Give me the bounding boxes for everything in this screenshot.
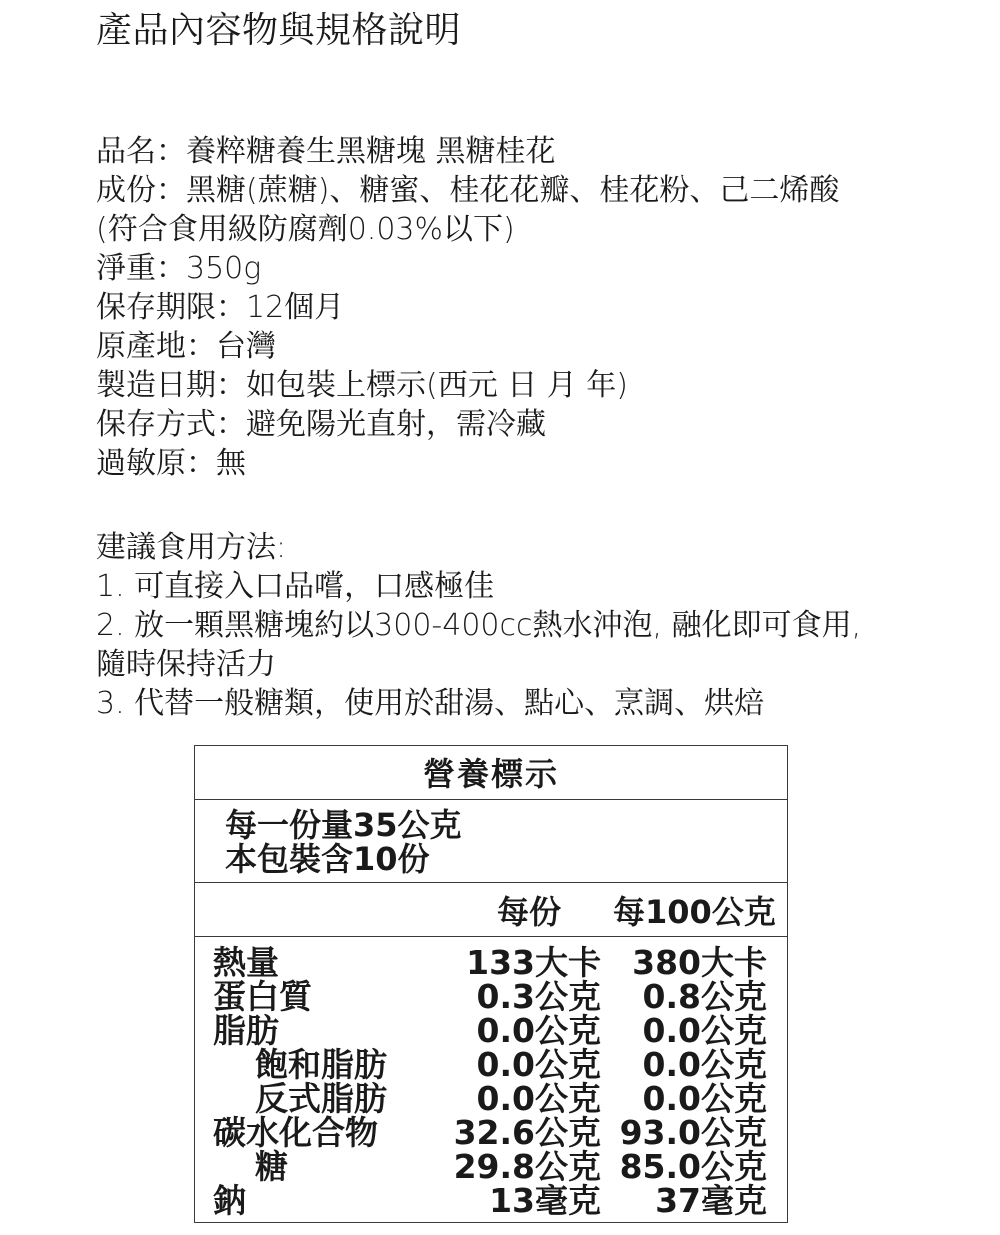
nutrition-row-sugar [195,1147,787,1186]
usage-heading: 建議食用方法: [96,530,287,565]
nutrition-row-fat [195,1011,787,1050]
nutrient-label: 蛋白質 [213,977,312,1016]
nutrient-label: 糖 [255,1147,288,1186]
spec-origin: 原產地：台灣 [96,329,276,364]
usage-section [96,528,976,723]
nutrition-row-carbohydrate [195,1113,787,1152]
spec-storage: 保存方式：避免陽光直射，需冷藏 [96,407,546,442]
spec-shelf-life: 保存期限：12個月 [96,290,345,325]
nutrient-per-100g: 93.0公克 [619,1113,767,1152]
nutrient-per-100g: 380大卡 [632,943,767,982]
nutrient-per-100g: 85.0公克 [619,1147,767,1186]
spec-ingredients: 成份：黑糖(蔗糖)、糖蜜、桂花花瓣、桂花粉、己二烯酸 [96,173,840,208]
usage-item-2-cont: 隨時保持活力 [96,647,276,682]
nutrient-per-100g: 0.0公克 [642,1045,767,1084]
nutrient-label: 熱量 [213,943,279,982]
nutrition-row-saturated-fat [195,1045,787,1084]
spec-list [96,132,976,483]
spec-manufacture-date: 製造日期：如包裝上標示(西元 日 月 年) [96,368,629,403]
nutrient-per-100g: 0.0公克 [642,1011,767,1050]
column-header-per-serving: 每份 [497,893,562,931]
nutrient-label: 碳水化合物 [213,1113,378,1152]
spec-net-weight: 淨重：350g [96,251,262,286]
nutrition-divider [195,882,787,883]
nutrient-per-serving: 0.0公克 [476,1079,601,1118]
spec-allergens: 過敏原：無 [96,446,246,481]
nutrition-row-trans-fat [195,1079,787,1118]
nutrition-row-protein [195,977,787,1016]
nutrition-row-sodium [195,1181,787,1220]
nutrient-per-serving: 13毫克 [489,1181,601,1220]
servings-per-pack: 本包裝含10份 [225,840,430,878]
nutrition-row-energy [195,943,787,982]
nutrient-per-serving: 29.8公克 [453,1147,601,1186]
nutrient-label: 鈉 [213,1181,246,1220]
usage-item-3: 3. 代替一般糖類，使用於甜湯、點心、烹調、烘焙 [96,686,765,721]
nutrient-per-100g: 0.0公克 [642,1079,767,1118]
nutrient-per-100g: 37毫克 [655,1181,767,1220]
nutrient-per-serving: 0.0公克 [476,1045,601,1084]
nutrient-per-serving: 0.0公克 [476,1011,601,1050]
nutrition-title: 營養標示 [422,755,559,793]
spec-preservative-note: (符合食用級防腐劑0.03%以下) [96,212,515,247]
serving-size: 每一份量35公克 [225,806,462,844]
usage-item-2: 2. 放一顆黑糖塊約以300-400cc熱水沖泡, 融化即可食用, [96,608,862,643]
nutrient-label: 飽和脂肪 [255,1045,387,1084]
nutrition-divider [195,799,787,800]
spec-product-name: 品名：養粹糖養生黑糖塊 黑糖桂花 [96,134,556,169]
nutrition-divider [195,936,787,937]
nutrient-per-serving: 133大卡 [466,943,601,982]
nutrition-rows [195,943,787,1220]
usage-item-1: 1. 可直接入口品嚐，口感極佳 [96,569,495,604]
nutrient-label: 反式脂肪 [255,1079,387,1118]
nutrient-per-100g: 0.8公克 [642,977,767,1016]
column-header-per-100g: 每100公克 [613,893,776,931]
nutrient-label: 脂肪 [213,1011,279,1050]
nutrient-per-serving: 0.3公克 [476,977,601,1016]
nutrition-facts-table [194,745,788,1223]
nutrient-per-serving: 32.6公克 [453,1113,601,1152]
page-title: 產品內容物與規格說明 [96,10,462,51]
nutrition-serving-info [225,808,462,876]
